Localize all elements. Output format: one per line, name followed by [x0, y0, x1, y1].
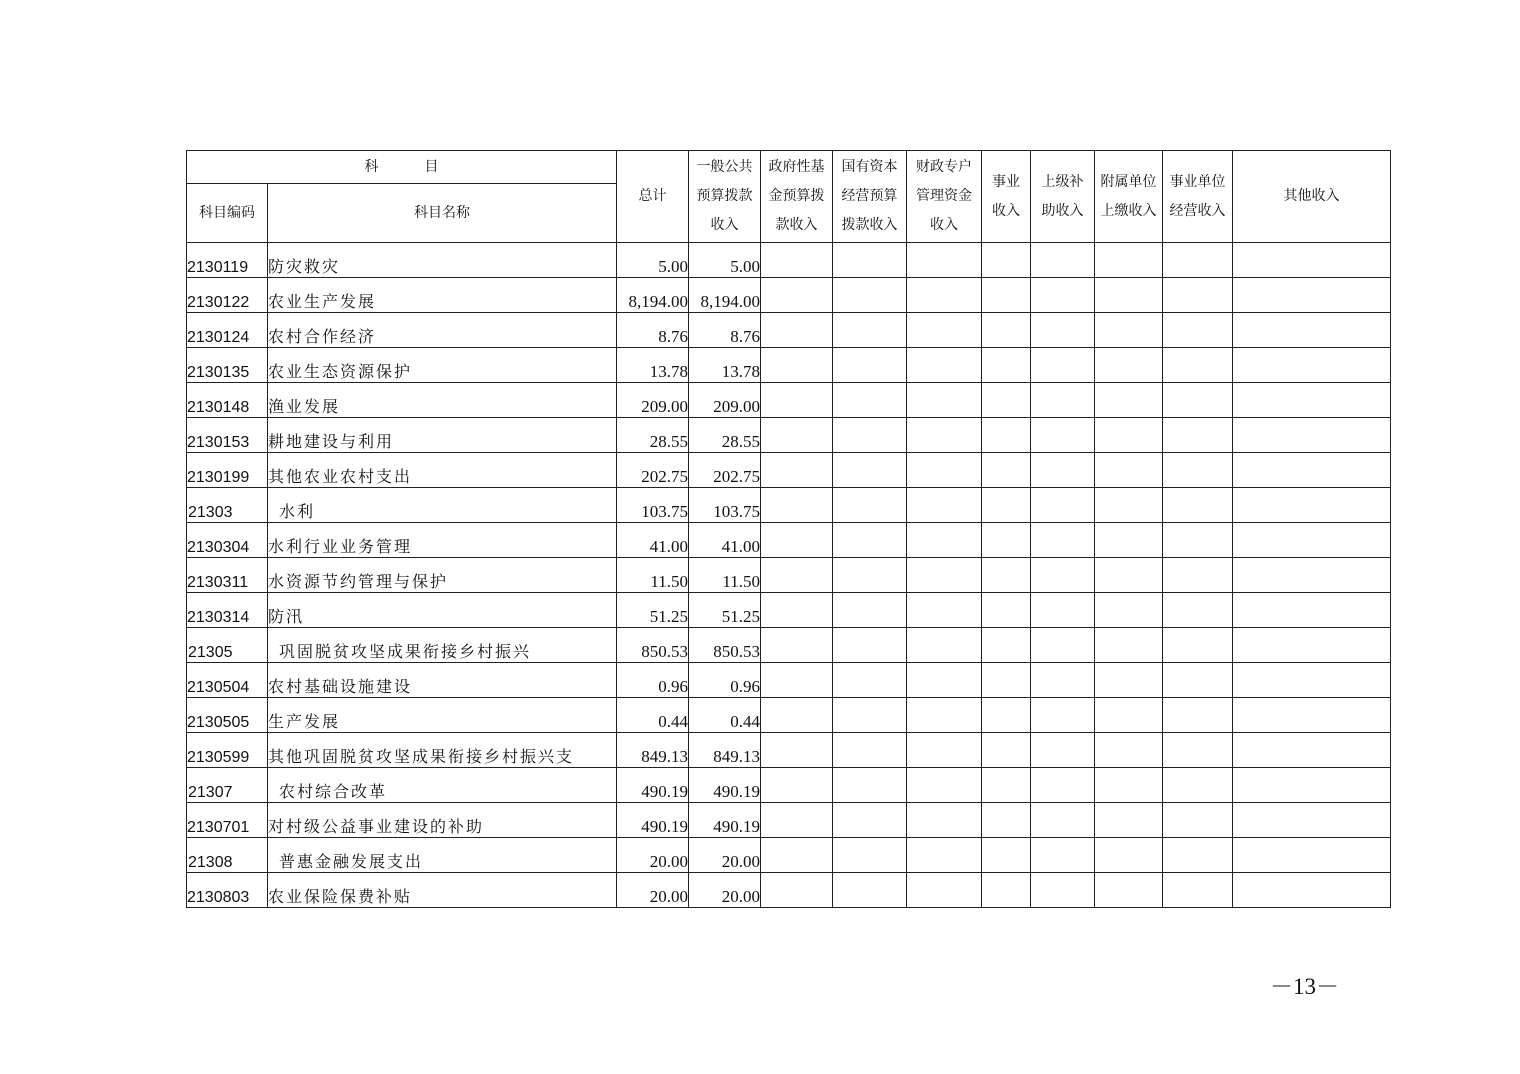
row-other-income — [1233, 418, 1391, 453]
row-total: 20.00 — [617, 873, 689, 908]
row-special-account — [907, 873, 982, 908]
row-general-budget: 8,194.00 — [689, 278, 761, 313]
row-general-budget: 490.19 — [689, 768, 761, 803]
row-code: 2130701 — [187, 803, 268, 838]
header-operating-line-1: 事业单位 — [1169, 173, 1226, 190]
row-operating-income — [1163, 838, 1233, 873]
row-superior-subsidy — [1031, 488, 1095, 523]
table-row — [187, 873, 1391, 908]
row-code: 2130148 — [187, 383, 268, 418]
row-affiliated-units — [1095, 628, 1163, 663]
header-affiliated-line-2: 上缴收入 — [1100, 202, 1157, 219]
row-other-income — [1233, 803, 1391, 838]
row-general-budget: 490.19 — [689, 803, 761, 838]
row-other-income — [1233, 838, 1391, 873]
row-total: 8.76 — [617, 313, 689, 348]
table-row — [187, 593, 1391, 628]
header-operating-income — [1163, 151, 1233, 243]
row-name: 水利行业业务管理 — [268, 523, 617, 558]
table-row — [187, 523, 1391, 558]
row-fund-budget — [761, 838, 833, 873]
row-name: 防汛 — [268, 593, 617, 628]
row-affiliated-units — [1095, 383, 1163, 418]
row-fund-budget — [761, 698, 833, 733]
row-state-capital — [833, 453, 907, 488]
header-fund-line-1: 政府性基 — [768, 159, 825, 175]
row-special-account — [907, 803, 982, 838]
row-affiliated-units — [1095, 873, 1163, 908]
row-total: 209.00 — [617, 383, 689, 418]
row-general-budget: 41.00 — [689, 523, 761, 558]
row-other-income — [1233, 383, 1391, 418]
row-code: 2130153 — [187, 418, 268, 453]
row-code: 21308 — [187, 838, 268, 873]
row-superior-subsidy — [1031, 803, 1095, 838]
row-business-income — [982, 348, 1031, 383]
row-operating-income — [1163, 453, 1233, 488]
row-special-account — [907, 768, 982, 803]
row-name: 农村合作经济 — [268, 313, 617, 348]
header-state-capital — [833, 151, 907, 243]
row-name: 普惠金融发展支出 — [268, 838, 617, 873]
row-code: 2130135 — [187, 348, 268, 383]
row-special-account — [907, 453, 982, 488]
row-business-income — [982, 243, 1031, 278]
row-operating-income — [1163, 803, 1233, 838]
row-affiliated-units — [1095, 733, 1163, 768]
table-row — [187, 313, 1391, 348]
row-general-budget: 20.00 — [689, 838, 761, 873]
header-special-line-1: 财政专户 — [916, 159, 972, 175]
row-code: 21307 — [187, 768, 268, 803]
row-business-income — [982, 768, 1031, 803]
row-affiliated-units — [1095, 593, 1163, 628]
row-total: 5.00 — [617, 243, 689, 278]
header-operating-line-2: 经营收入 — [1169, 202, 1226, 219]
row-total: 20.00 — [617, 838, 689, 873]
header-section: 科目 — [187, 151, 617, 184]
row-name: 耕地建设与利用 — [268, 418, 617, 453]
row-fund-budget — [761, 873, 833, 908]
header-special-line-3: 收入 — [930, 217, 958, 233]
row-superior-subsidy — [1031, 558, 1095, 593]
row-general-budget: 0.96 — [689, 663, 761, 698]
row-business-income — [982, 663, 1031, 698]
row-special-account — [907, 313, 982, 348]
row-superior-subsidy — [1031, 348, 1095, 383]
table-row — [187, 383, 1391, 418]
row-fund-budget — [761, 348, 833, 383]
row-superior-subsidy — [1031, 838, 1095, 873]
row-general-budget: 13.78 — [689, 348, 761, 383]
row-fund-budget — [761, 313, 833, 348]
table-row — [187, 243, 1391, 278]
row-other-income — [1233, 278, 1391, 313]
row-other-income — [1233, 523, 1391, 558]
page-number: －13－ — [1270, 974, 1339, 999]
header-name: 科目名称 — [268, 184, 617, 243]
row-fund-budget — [761, 488, 833, 523]
row-superior-subsidy — [1031, 663, 1095, 698]
table-row — [187, 348, 1391, 383]
row-superior-subsidy — [1031, 418, 1095, 453]
row-other-income — [1233, 243, 1391, 278]
row-general-budget: 202.75 — [689, 453, 761, 488]
row-code: 21303 — [187, 488, 268, 523]
row-name: 其他农业农村支出 — [268, 453, 617, 488]
header-general-line-3: 收入 — [710, 217, 739, 233]
row-state-capital — [833, 663, 907, 698]
row-other-income — [1233, 698, 1391, 733]
row-other-income — [1233, 488, 1391, 523]
row-code: 2130599 — [187, 733, 268, 768]
row-total: 28.55 — [617, 418, 689, 453]
row-operating-income — [1163, 663, 1233, 698]
row-total: 103.75 — [617, 488, 689, 523]
row-affiliated-units — [1095, 838, 1163, 873]
row-other-income — [1233, 733, 1391, 768]
header-superior-line-1: 上级补 — [1041, 173, 1084, 190]
row-code: 2130505 — [187, 698, 268, 733]
row-general-budget: 0.44 — [689, 698, 761, 733]
row-state-capital — [833, 698, 907, 733]
row-special-account — [907, 663, 982, 698]
row-operating-income — [1163, 733, 1233, 768]
header-affiliated-units — [1095, 151, 1163, 243]
row-name: 水利 — [268, 488, 617, 523]
row-code: 21305 — [187, 628, 268, 663]
row-affiliated-units — [1095, 558, 1163, 593]
row-special-account — [907, 523, 982, 558]
row-general-budget: 103.75 — [689, 488, 761, 523]
row-business-income — [982, 628, 1031, 663]
row-code: 2130311 — [187, 558, 268, 593]
row-state-capital — [833, 593, 907, 628]
header-fund-line-2: 金预算拨 — [768, 188, 825, 204]
header-special-account — [907, 151, 982, 243]
row-name: 巩固脱贫攻坚成果衔接乡村振兴 — [268, 628, 617, 663]
row-general-budget: 850.53 — [689, 628, 761, 663]
table-header — [187, 151, 1391, 243]
row-fund-budget — [761, 453, 833, 488]
row-fund-budget — [761, 733, 833, 768]
row-code: 2130803 — [187, 873, 268, 908]
row-operating-income — [1163, 348, 1233, 383]
row-superior-subsidy — [1031, 593, 1095, 628]
row-total: 13.78 — [617, 348, 689, 383]
row-code: 2130122 — [187, 278, 268, 313]
row-general-budget: 28.55 — [689, 418, 761, 453]
row-affiliated-units — [1095, 768, 1163, 803]
row-name: 生产发展 — [268, 698, 617, 733]
row-state-capital — [833, 418, 907, 453]
row-name: 防灾救灾 — [268, 243, 617, 278]
row-superior-subsidy — [1031, 453, 1095, 488]
row-operating-income — [1163, 523, 1233, 558]
row-general-budget: 5.00 — [689, 243, 761, 278]
row-affiliated-units — [1095, 418, 1163, 453]
header-state-capital-line-1: 国有资本 — [841, 159, 898, 175]
row-code: 2130304 — [187, 523, 268, 558]
row-superior-subsidy — [1031, 873, 1095, 908]
header-total: 总计 — [617, 151, 689, 243]
header-other-income: 其他收入 — [1233, 151, 1391, 243]
row-total: 0.96 — [617, 663, 689, 698]
row-general-budget: 8.76 — [689, 313, 761, 348]
row-state-capital — [833, 558, 907, 593]
row-other-income — [1233, 453, 1391, 488]
row-superior-subsidy — [1031, 698, 1095, 733]
row-other-income — [1233, 593, 1391, 628]
header-code: 科目编码 — [187, 184, 268, 243]
row-state-capital — [833, 313, 907, 348]
row-operating-income — [1163, 243, 1233, 278]
row-special-account — [907, 278, 982, 313]
row-affiliated-units — [1095, 313, 1163, 348]
header-superior-line-2: 助收入 — [1041, 202, 1084, 219]
row-affiliated-units — [1095, 243, 1163, 278]
row-superior-subsidy — [1031, 278, 1095, 313]
row-total: 202.75 — [617, 453, 689, 488]
row-fund-budget — [761, 768, 833, 803]
row-fund-budget — [761, 803, 833, 838]
row-business-income — [982, 838, 1031, 873]
header-state-capital-line-2: 经营预算 — [841, 188, 898, 204]
table-row — [187, 628, 1391, 663]
row-name: 农村基础设施建设 — [268, 663, 617, 698]
budget-table — [186, 150, 1391, 908]
row-operating-income — [1163, 628, 1233, 663]
row-name: 农村综合改革 — [268, 768, 617, 803]
row-business-income — [982, 873, 1031, 908]
row-general-budget: 11.50 — [689, 558, 761, 593]
row-special-account — [907, 733, 982, 768]
row-business-income — [982, 593, 1031, 628]
row-special-account — [907, 558, 982, 593]
row-general-budget: 20.00 — [689, 873, 761, 908]
row-operating-income — [1163, 418, 1233, 453]
row-superior-subsidy — [1031, 383, 1095, 418]
row-operating-income — [1163, 278, 1233, 313]
table-row — [187, 418, 1391, 453]
row-affiliated-units — [1095, 523, 1163, 558]
row-operating-income — [1163, 698, 1233, 733]
row-state-capital — [833, 838, 907, 873]
row-state-capital — [833, 873, 907, 908]
table-row — [187, 453, 1391, 488]
row-total: 490.19 — [617, 768, 689, 803]
row-name: 农业保险保费补贴 — [268, 873, 617, 908]
row-business-income — [982, 453, 1031, 488]
table-row — [187, 558, 1391, 593]
row-special-account — [907, 593, 982, 628]
row-superior-subsidy — [1031, 243, 1095, 278]
header-business-line-1: 事业 — [992, 173, 1020, 190]
row-business-income — [982, 488, 1031, 523]
row-code: 2130314 — [187, 593, 268, 628]
row-superior-subsidy — [1031, 733, 1095, 768]
row-state-capital — [833, 523, 907, 558]
row-name: 农业生态资源保护 — [268, 348, 617, 383]
row-total: 11.50 — [617, 558, 689, 593]
row-special-account — [907, 348, 982, 383]
row-operating-income — [1163, 488, 1233, 523]
row-name: 渔业发展 — [268, 383, 617, 418]
header-general-budget — [689, 151, 761, 243]
header-general-line-2: 预算拨款 — [696, 188, 753, 204]
row-affiliated-units — [1095, 698, 1163, 733]
row-special-account — [907, 488, 982, 523]
row-name: 水资源节约管理与保护 — [268, 558, 617, 593]
row-name: 其他巩固脱贫攻坚成果衔接乡村振兴支 — [268, 733, 617, 768]
header-fund-budget — [761, 151, 833, 243]
row-fund-budget — [761, 523, 833, 558]
row-special-account — [907, 628, 982, 663]
row-business-income — [982, 383, 1031, 418]
table-body — [187, 243, 1391, 908]
row-special-account — [907, 243, 982, 278]
row-affiliated-units — [1095, 803, 1163, 838]
row-other-income — [1233, 873, 1391, 908]
row-other-income — [1233, 558, 1391, 593]
table-row — [187, 838, 1391, 873]
row-operating-income — [1163, 558, 1233, 593]
row-code: 2130199 — [187, 453, 268, 488]
row-state-capital — [833, 733, 907, 768]
row-superior-subsidy — [1031, 768, 1095, 803]
header-general-line-1: 一般公共 — [696, 159, 753, 175]
row-business-income — [982, 523, 1031, 558]
row-affiliated-units — [1095, 278, 1163, 313]
row-other-income — [1233, 313, 1391, 348]
row-state-capital — [833, 803, 907, 838]
row-state-capital — [833, 348, 907, 383]
row-other-income — [1233, 348, 1391, 383]
row-total: 850.53 — [617, 628, 689, 663]
row-state-capital — [833, 383, 907, 418]
row-operating-income — [1163, 873, 1233, 908]
row-business-income — [982, 558, 1031, 593]
table-row — [187, 698, 1391, 733]
table-row — [187, 768, 1391, 803]
table-row — [187, 278, 1391, 313]
row-code: 2130504 — [187, 663, 268, 698]
row-other-income — [1233, 628, 1391, 663]
row-total: 0.44 — [617, 698, 689, 733]
row-affiliated-units — [1095, 453, 1163, 488]
row-superior-subsidy — [1031, 628, 1095, 663]
row-affiliated-units — [1095, 348, 1163, 383]
row-business-income — [982, 733, 1031, 768]
row-affiliated-units — [1095, 488, 1163, 523]
row-superior-subsidy — [1031, 313, 1095, 348]
table-row — [187, 733, 1391, 768]
row-operating-income — [1163, 383, 1233, 418]
row-state-capital — [833, 243, 907, 278]
row-total: 849.13 — [617, 733, 689, 768]
row-state-capital — [833, 628, 907, 663]
row-business-income — [982, 278, 1031, 313]
row-business-income — [982, 313, 1031, 348]
row-state-capital — [833, 488, 907, 523]
header-business-income — [982, 151, 1031, 243]
table-row — [187, 803, 1391, 838]
row-general-budget: 51.25 — [689, 593, 761, 628]
header-business-line-2: 收入 — [992, 202, 1020, 219]
row-fund-budget — [761, 628, 833, 663]
row-special-account — [907, 418, 982, 453]
header-fund-line-3: 款收入 — [775, 217, 818, 233]
row-name: 农业生产发展 — [268, 278, 617, 313]
row-fund-budget — [761, 593, 833, 628]
header-state-capital-line-3: 拨款收入 — [841, 217, 898, 233]
row-business-income — [982, 698, 1031, 733]
row-total: 8,194.00 — [617, 278, 689, 313]
row-name: 对村级公益事业建设的补助 — [268, 803, 617, 838]
row-other-income — [1233, 663, 1391, 698]
row-general-budget: 849.13 — [689, 733, 761, 768]
row-operating-income — [1163, 313, 1233, 348]
row-total: 51.25 — [617, 593, 689, 628]
row-business-income — [982, 803, 1031, 838]
row-operating-income — [1163, 593, 1233, 628]
row-general-budget: 209.00 — [689, 383, 761, 418]
row-other-income — [1233, 768, 1391, 803]
row-business-income — [982, 418, 1031, 453]
row-fund-budget — [761, 278, 833, 313]
row-operating-income — [1163, 768, 1233, 803]
header-affiliated-line-1: 附属单位 — [1100, 173, 1157, 190]
row-fund-budget — [761, 243, 833, 278]
row-special-account — [907, 383, 982, 418]
row-code: 2130119 — [187, 243, 268, 278]
row-special-account — [907, 698, 982, 733]
row-total: 490.19 — [617, 803, 689, 838]
row-affiliated-units — [1095, 663, 1163, 698]
table-row — [187, 488, 1391, 523]
header-superior-subsidy — [1031, 151, 1095, 243]
row-state-capital — [833, 768, 907, 803]
row-fund-budget — [761, 418, 833, 453]
row-fund-budget — [761, 663, 833, 698]
row-superior-subsidy — [1031, 523, 1095, 558]
row-fund-budget — [761, 558, 833, 593]
row-total: 41.00 — [617, 523, 689, 558]
header-special-line-2: 管理资金 — [916, 188, 972, 204]
row-code: 2130124 — [187, 313, 268, 348]
row-state-capital — [833, 278, 907, 313]
table-row — [187, 663, 1391, 698]
row-fund-budget — [761, 383, 833, 418]
row-special-account — [907, 838, 982, 873]
